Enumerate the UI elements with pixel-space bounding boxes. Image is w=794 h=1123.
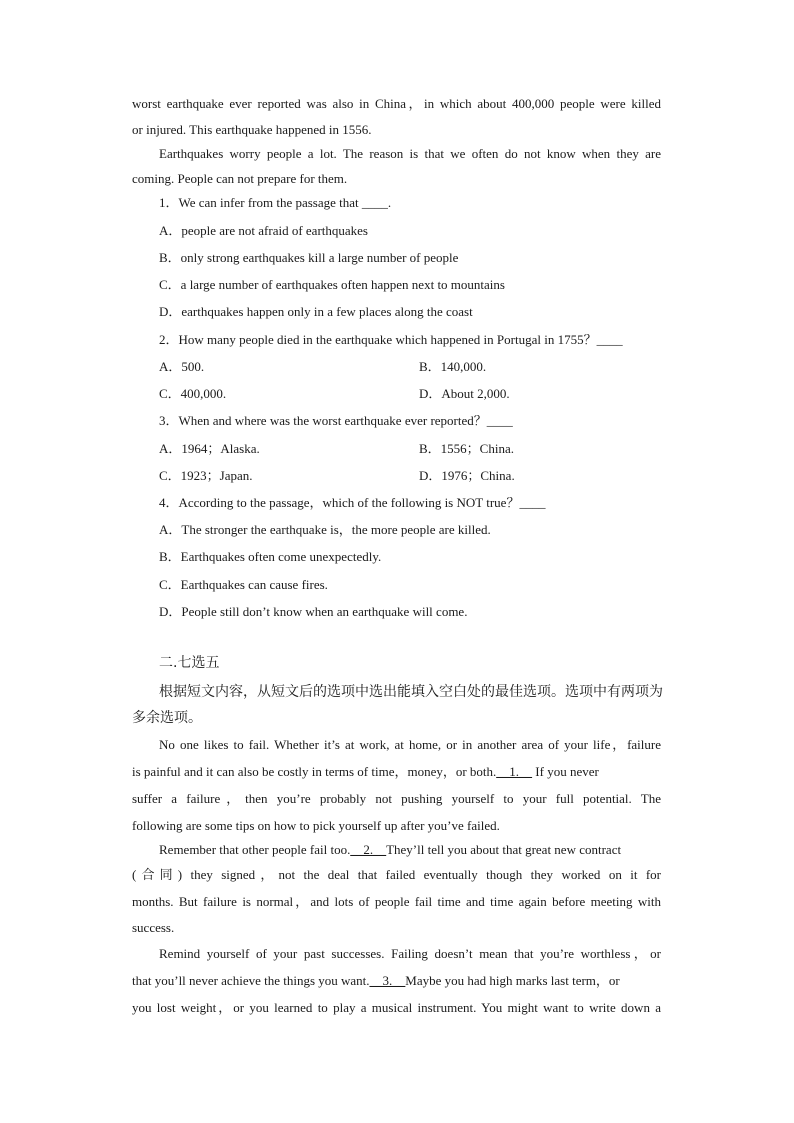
question-4-option-a: A．The stronger the earthquake is，the more people are killed. — [159, 522, 491, 537]
question-4-stem: 4．According to the passage，which of the following is NOT true？____ — [159, 495, 546, 510]
question-3-stem: 3．When and where was the worst earthquake ever reported？____ — [159, 413, 513, 428]
passage-line: months. But failure is normal，and lots of people fail time and time again before meeting with — [132, 894, 661, 909]
question-4-option-b: B．Earthquakes often come unexpectedly. — [159, 549, 382, 564]
passage-line: Earthquakes worry people a lot. The reason is that we often do not know when they are — [159, 146, 661, 161]
passage-line: (合同) they signed，not the deal that failed eventually though they worked on it for — [132, 867, 661, 882]
question-4-option-d: D．People still don’t know when an earthquake will come. — [159, 604, 468, 619]
blank-2: __2.__ — [350, 842, 387, 857]
passage-line: No one likes to fail. Whether it’s at work, at home, or in another area of your life，failure — [159, 737, 661, 752]
passage-line: coming. People can not prepare for them. — [132, 171, 348, 186]
passage-line: you lost weight，or you learned to play a musical instrument. You might want to write down a — [132, 1000, 661, 1015]
question-2-option-a: A．500. — [159, 359, 205, 374]
passage-line: worst earthquake ever reported was also in China，in which about 400,000 people were killed — [132, 96, 661, 111]
question-3-option-c: C．1923；Japan. — [159, 468, 253, 483]
question-2-stem: 2．How many people died in the earthquake which happened in Portugal in 1755？____ — [159, 332, 623, 347]
passage-line: following are some tips on how to pick yourself up after you’ve failed. — [132, 818, 500, 833]
question-3-option-a: A．1964；Alaska. — [159, 441, 260, 456]
question-3-option-d: D．1976；China. — [419, 468, 515, 483]
question-4-option-c: C．Earthquakes can cause fires. — [159, 577, 328, 592]
question-1-stem: 1．We can infer from the passage that ____. — [159, 195, 392, 210]
passage-line: suffer a failure，then you’re probably not pushing yourself to your full potential. The — [132, 791, 661, 806]
passage-line: is painful and it can also be costly in terms of time，money，or both.__1.__ If you never — [132, 764, 599, 779]
passage-line: success. — [132, 920, 175, 935]
question-1-option-c: C．a large number of earthquakes often happen next to mountains — [159, 277, 505, 292]
section-instruction: 根据短文内容，从短文后的选项中选出能填入空白处的最佳选项。选项中有两项为 — [159, 684, 663, 700]
question-2-option-d: D．About 2,000. — [419, 386, 510, 401]
passage-line: that you’ll never achieve the things you want.__3.__Maybe you had high marks last term，or — [132, 973, 620, 988]
passage-line: Remember that other people fail too.__2.__They’ll tell you about that great new contract — [159, 842, 622, 857]
section-heading: 二.七选五 — [159, 655, 220, 671]
question-1-option-a: A．people are not afraid of earthquakes — [159, 223, 368, 238]
question-1-option-d: D．earthquakes happen only in a few places along the coast — [159, 304, 473, 319]
section-instruction: 多余选项。 — [132, 710, 202, 726]
question-2-option-b: B．140,000. — [419, 359, 487, 374]
question-1-option-b: B．only strong earthquakes kill a large number of people — [159, 250, 459, 265]
question-3-option-b: B．1556；China. — [419, 441, 514, 456]
passage-line: or injured. This earthquake happened in 1556. — [132, 122, 372, 137]
question-2-option-c: C．400,000. — [159, 386, 227, 401]
blank-3: __3.__ — [369, 973, 406, 988]
blank-1: __1.__ — [496, 764, 533, 779]
passage-line: Remind yourself of your past successes. Failing doesn’t mean that you’re worthless，or — [159, 946, 661, 961]
